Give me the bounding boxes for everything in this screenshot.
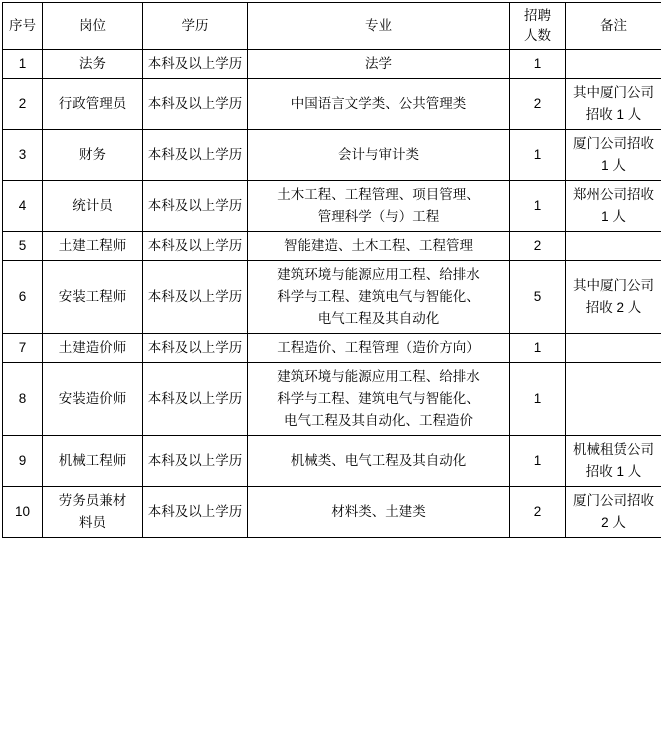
header-post: 岗位 <box>43 3 143 50</box>
cell-major-line: 会计与审计类 <box>338 147 419 162</box>
cell-remark <box>566 334 661 363</box>
cell-major-line: 管理科学（与）工程 <box>317 209 440 224</box>
recruitment-table <box>2 2 661 538</box>
cell-education: 本科及以上学历 <box>143 130 248 181</box>
cell-remark <box>566 363 661 436</box>
cell-major <box>248 50 510 79</box>
cell-remark-line: 1 人 <box>601 209 626 224</box>
cell-post <box>43 487 143 538</box>
cell-education: 本科及以上学历 <box>143 436 248 487</box>
cell-remark <box>566 261 661 334</box>
cell-count: 1 <box>510 50 566 79</box>
cell-post <box>43 50 143 79</box>
table-row <box>3 261 661 334</box>
cell-remark <box>566 50 661 79</box>
cell-education: 本科及以上学历 <box>143 334 248 363</box>
table-row <box>3 50 661 79</box>
cell-major-line: 材料类、土建类 <box>331 504 426 519</box>
cell-post <box>43 130 143 181</box>
cell-count: 2 <box>510 79 566 130</box>
cell-remark <box>566 79 661 130</box>
cell-index: 8 <box>3 363 43 436</box>
cell-index: 9 <box>3 436 43 487</box>
cell-education: 本科及以上学历 <box>143 79 248 130</box>
cell-index: 10 <box>3 487 43 538</box>
cell-post-line: 统计员 <box>72 198 113 213</box>
cell-education: 本科及以上学历 <box>143 487 248 538</box>
cell-major-line: 机械类、电气工程及其自动化 <box>290 453 467 468</box>
cell-remark-line: 2 人 <box>601 515 626 530</box>
cell-major-line: 智能建造、土木工程、工程管理 <box>284 238 473 253</box>
cell-major-line: 电气工程及其自动化 <box>317 311 440 326</box>
table-body <box>3 50 661 538</box>
cell-major <box>248 130 510 181</box>
cell-post <box>43 181 143 232</box>
cell-post <box>43 334 143 363</box>
cell-remark-line: 招收 2 人 <box>585 300 642 315</box>
cell-count: 5 <box>510 261 566 334</box>
cell-major <box>248 363 510 436</box>
cell-post-line: 机械工程师 <box>58 453 127 468</box>
header-count-line1: 招聘 <box>524 8 551 23</box>
cell-count: 1 <box>510 130 566 181</box>
table-header <box>3 3 661 50</box>
cell-major <box>248 181 510 232</box>
cell-education: 本科及以上学历 <box>143 261 248 334</box>
cell-remark <box>566 130 661 181</box>
cell-post-line: 劳务员兼材 <box>58 493 127 508</box>
cell-count: 1 <box>510 334 566 363</box>
cell-major-line: 工程造价、工程管理（造价方向） <box>277 340 480 355</box>
cell-major <box>248 436 510 487</box>
cell-remark-line: 招收 1 人 <box>585 464 642 479</box>
cell-count: 1 <box>510 363 566 436</box>
header-remark: 备注 <box>566 3 661 50</box>
cell-remark-line: 其中厦门公司 <box>573 85 654 100</box>
header-index: 序号 <box>3 3 43 50</box>
cell-remark-line: 厦门公司招收 <box>573 493 654 508</box>
cell-index: 5 <box>3 232 43 261</box>
cell-major <box>248 261 510 334</box>
cell-remark-line: 招收 1 人 <box>585 107 642 122</box>
cell-count: 2 <box>510 487 566 538</box>
cell-major-line: 建筑环境与能源应用工程、给排水 <box>277 267 480 282</box>
cell-post-line: 土建工程师 <box>58 238 127 253</box>
cell-post <box>43 436 143 487</box>
cell-major <box>248 487 510 538</box>
cell-count: 2 <box>510 232 566 261</box>
cell-count: 1 <box>510 436 566 487</box>
cell-remark-line: 其中厦门公司 <box>573 278 654 293</box>
cell-remark-line: 1 人 <box>601 158 626 173</box>
cell-major-line: 法学 <box>365 56 392 71</box>
cell-major <box>248 232 510 261</box>
cell-index: 2 <box>3 79 43 130</box>
header-major: 专业 <box>248 3 510 50</box>
cell-post <box>43 261 143 334</box>
cell-major-line: 土木工程、工程管理、项目管理、 <box>277 187 480 202</box>
cell-index: 3 <box>3 130 43 181</box>
header-count <box>510 3 566 50</box>
cell-post-line: 料员 <box>79 515 106 530</box>
cell-post <box>43 79 143 130</box>
table-row <box>3 232 661 261</box>
table-row <box>3 436 661 487</box>
cell-index: 7 <box>3 334 43 363</box>
cell-education: 本科及以上学历 <box>143 363 248 436</box>
table-row <box>3 363 661 436</box>
cell-major-line: 科学与工程、建筑电气与智能化、 <box>277 289 480 304</box>
cell-remark-line: 郑州公司招收 <box>573 187 654 202</box>
cell-major <box>248 79 510 130</box>
cell-remark-line: 厦门公司招收 <box>573 136 654 151</box>
cell-education: 本科及以上学历 <box>143 50 248 79</box>
cell-remark <box>566 181 661 232</box>
header-education: 学历 <box>143 3 248 50</box>
cell-index: 1 <box>3 50 43 79</box>
cell-education: 本科及以上学历 <box>143 181 248 232</box>
cell-remark <box>566 232 661 261</box>
cell-major-line: 建筑环境与能源应用工程、给排水 <box>277 369 480 384</box>
cell-major-line: 科学与工程、建筑电气与智能化、 <box>277 391 480 406</box>
table-row <box>3 130 661 181</box>
cell-major <box>248 334 510 363</box>
table-row <box>3 334 661 363</box>
cell-post-line: 安装工程师 <box>58 289 127 304</box>
cell-post-line: 财务 <box>79 147 106 162</box>
header-count-line2: 人数 <box>524 28 551 43</box>
cell-post <box>43 363 143 436</box>
cell-major-line: 电气工程及其自动化、工程造价 <box>284 413 473 428</box>
cell-remark-line: 机械租赁公司 <box>573 442 654 457</box>
cell-post-line: 法务 <box>79 56 106 71</box>
table-row <box>3 487 661 538</box>
cell-post-line: 行政管理员 <box>58 96 127 111</box>
table-row <box>3 79 661 130</box>
table-row <box>3 181 661 232</box>
cell-remark <box>566 436 661 487</box>
cell-index: 4 <box>3 181 43 232</box>
cell-education: 本科及以上学历 <box>143 232 248 261</box>
cell-major-line: 中国语言文学类、公共管理类 <box>290 96 467 111</box>
cell-index: 6 <box>3 261 43 334</box>
table-header-row <box>3 3 661 50</box>
cell-remark <box>566 487 661 538</box>
cell-post-line: 土建造价师 <box>58 340 127 355</box>
cell-post <box>43 232 143 261</box>
cell-post-line: 安装造价师 <box>58 391 127 406</box>
cell-count: 1 <box>510 181 566 232</box>
